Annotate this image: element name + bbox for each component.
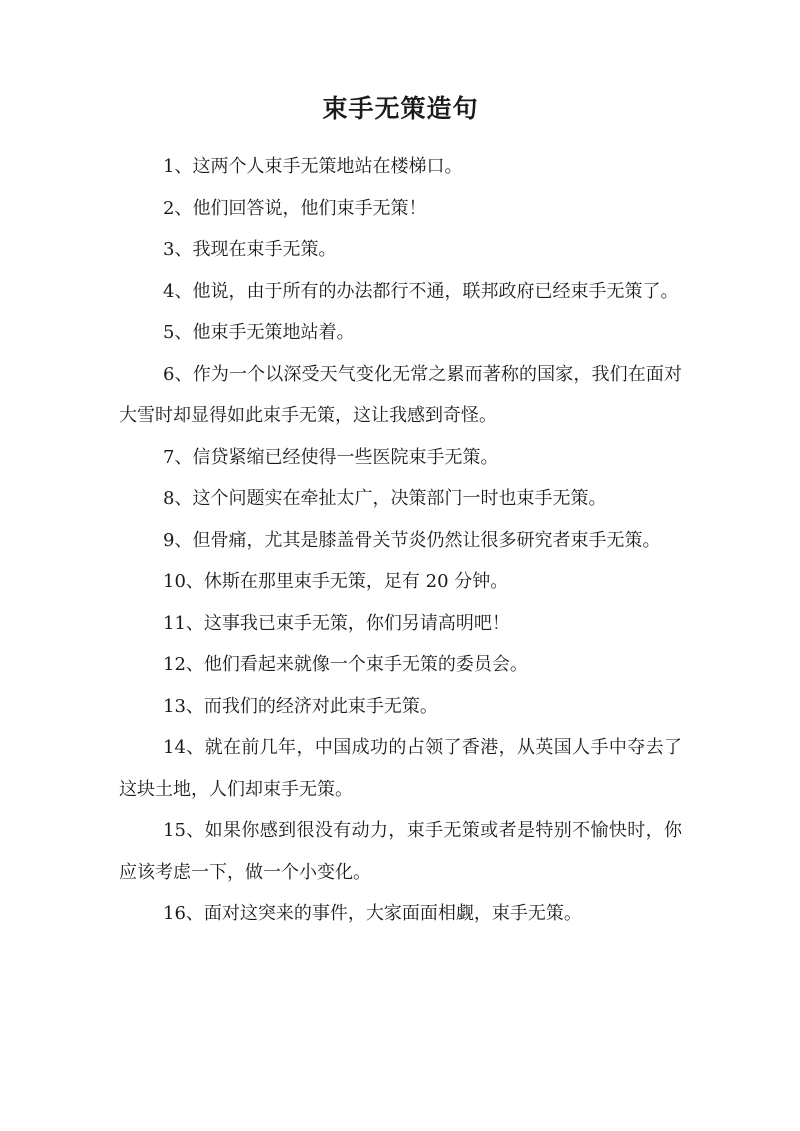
sentence-10: 10、休斯在那里束手无策，足有 20 分钟。 xyxy=(163,571,509,592)
sentence-14: 14、就在前几年，中国成功的占领了香港，从英国人手中夺去了这块土地，人们却束手无策。 xyxy=(119,737,682,800)
sentence-11: 11、这事我已束手无策，你们另请高明吧！ xyxy=(163,612,510,634)
sentence-7: 7、信贷紧缩已经使得一些医院束手无策。 xyxy=(163,446,499,468)
sentence-8: 8、这个问题实在牵扯太广，决策部门一时也束手无策。 xyxy=(163,488,607,509)
sentence-9: 9、但骨痛，尤其是膝盖骨关节炎仍然让很多研究者束手无策。 xyxy=(163,529,661,551)
sentence-6: 6、作为一个以深受天气变化无常之累而著称的国家，我们在面对大雪时却显得如此束手无策，这让我感到奇怪。 xyxy=(119,363,682,426)
sentence-5: 5、他束手无策地站着。 xyxy=(163,322,355,343)
sentence-16: 16、面对这突来的事件，大家面面相觑，束手无策。 xyxy=(163,903,582,924)
sentence-1: 1、这两个人束手无策地站在楼梯口。 xyxy=(163,156,463,177)
sentence-list xyxy=(119,146,682,935)
sentence-12: 12、他们看起来就像一个束手无策的委员会。 xyxy=(163,654,528,675)
sentence-13: 13、而我们的经济对此束手无策。 xyxy=(163,695,438,717)
page-title: 束手无策造句 xyxy=(322,94,479,123)
sentence-2: 2、他们回答说，他们束手无策！ xyxy=(163,197,427,219)
sentence-15: 15、如果你感到很没有动力，束手无策或者是特别不愉快时，你应该考虑一下，做一个小变化。 xyxy=(119,820,682,883)
sentence-4: 4、他说，由于所有的办法都行不通，联邦政府已经束手无策了。 xyxy=(163,280,679,302)
sentence-3: 3、我现在束手无策。 xyxy=(163,239,337,260)
